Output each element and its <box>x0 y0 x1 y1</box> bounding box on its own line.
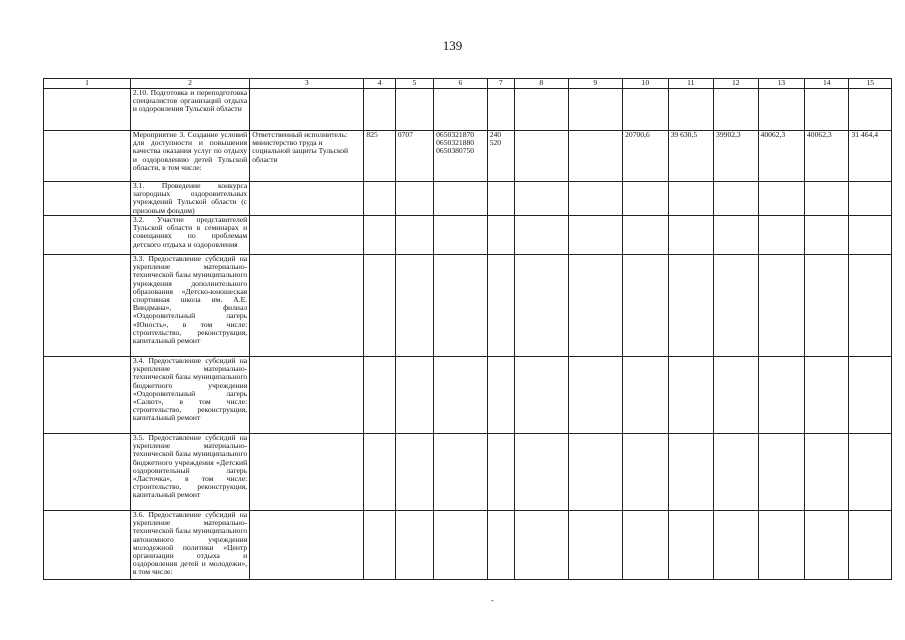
table-cell-col3 <box>250 255 364 357</box>
table-cell-col4 <box>364 255 395 357</box>
table-cell-col3 <box>250 357 364 434</box>
table-cell-col3 <box>250 182 364 216</box>
table-cell-col10 <box>623 357 668 434</box>
table-cell-col13 <box>758 89 804 131</box>
col-header: 2 <box>130 79 249 89</box>
table-cell-col4 <box>364 182 395 216</box>
table-cell-col6 <box>434 434 488 511</box>
table-cell-col6 <box>434 255 488 357</box>
table-cell-col12 <box>714 255 758 357</box>
table-cell-col3 <box>250 89 364 131</box>
table-cell-col15 <box>849 216 892 255</box>
table-cell-col8 <box>514 89 568 131</box>
table-cell-col7 <box>487 255 514 357</box>
footer-mark: - <box>491 596 494 605</box>
col-header: 6 <box>434 79 488 89</box>
table-cell-col15 <box>849 357 892 434</box>
table-cell-col10 <box>623 255 668 357</box>
table-cell-col7 <box>487 216 514 255</box>
table-cell-col8 <box>514 131 568 182</box>
table-cell-col14: 40062,3 <box>805 131 849 182</box>
table-cell-col12: 39902,3 <box>714 131 758 182</box>
col-header: 3 <box>250 79 364 89</box>
table-cell-col3: Ответственный исполнитель: министерство труда и социальной защиты Тульской области <box>250 131 364 182</box>
table-cell-col4 <box>364 216 395 255</box>
table-cell-col9 <box>568 182 623 216</box>
col-header: 7 <box>487 79 514 89</box>
table-cell-col15 <box>849 255 892 357</box>
col-header: 8 <box>514 79 568 89</box>
table-cell-col8 <box>514 357 568 434</box>
table-cell-col11 <box>668 182 713 216</box>
table-cell-col13: 40062,3 <box>758 131 804 182</box>
table-cell-col9 <box>568 511 623 580</box>
table-cell-col3 <box>250 216 364 255</box>
table-cell-col9 <box>568 216 623 255</box>
table-cell-col8 <box>514 216 568 255</box>
table-row <box>44 511 892 580</box>
table-cell-col4 <box>364 434 395 511</box>
table-cell-col10 <box>623 216 668 255</box>
table-cell-col2: 2.10. Подготовка и переподготовка специалистов организаций отдыха и оздоровления Тульской области <box>130 89 249 131</box>
table-cell-col13 <box>758 255 804 357</box>
table-cell-col1 <box>44 182 131 216</box>
table-cell-col5 <box>395 89 433 131</box>
table-cell-col4 <box>364 357 395 434</box>
table-cell-col10 <box>623 434 668 511</box>
table-cell-col1 <box>44 89 131 131</box>
table-cell-col4 <box>364 89 395 131</box>
col-header: 1 <box>44 79 131 89</box>
table-cell-col13 <box>758 216 804 255</box>
table-cell-col3 <box>250 434 364 511</box>
table-cell-col13 <box>758 434 804 511</box>
table-cell-col6 <box>434 182 488 216</box>
table-cell-col5: 0707 <box>395 131 433 182</box>
header-row <box>44 79 892 89</box>
table-cell-col5 <box>395 255 433 357</box>
table-cell-col8 <box>514 511 568 580</box>
table-cell-col12 <box>714 434 758 511</box>
table-cell-col5 <box>395 357 433 434</box>
table-cell-col10 <box>623 182 668 216</box>
table-cell-col2: 3.6. Предоставление субсидий на укрепление материально-технической базы муниципального автономного учреждения молодежной политики «Центр организации отдыха и оздоровления детей и молодежи», в том числе: <box>130 511 249 580</box>
table-cell-col7 <box>487 89 514 131</box>
table-cell-col6 <box>434 216 488 255</box>
table-cell-col10 <box>623 511 668 580</box>
table-cell-col1 <box>44 434 131 511</box>
table-cell-col15 <box>849 511 892 580</box>
table-cell-col2: 3.3. Предоставление субсидий на укрепление материально-технической базы муниципального учреждения дополнительного образования «Детско-юношеская спортивная школа им. А.Е. Виндмана», филиал «Оздоровительный лагерь «Юность», в том числе: строительство, реконструкция, капитальный ремонт <box>130 255 249 357</box>
table-cell-col7 <box>487 357 514 434</box>
table-cell-col14 <box>805 216 849 255</box>
table-cell-col2: 3.5. Предоставление субсидий на укрепление материально-технической базы муниципального бюджетного учреждения «Детский оздоровительный лагерь «Ласточка», в том числе: строительство, реконструкция, капитальный ремонт <box>130 434 249 511</box>
col-header: 4 <box>364 79 395 89</box>
table-cell-col2: 3.2. Участие представителей Тульской области в семинарах и совещаниях по проблемам детского отдыха и оздоровления <box>130 216 249 255</box>
table-cell-col9 <box>568 255 623 357</box>
table-cell-col13 <box>758 357 804 434</box>
table-cell-col8 <box>514 434 568 511</box>
col-header: 15 <box>849 79 892 89</box>
table-row <box>44 131 892 182</box>
col-header: 12 <box>714 79 758 89</box>
program-table <box>43 78 892 580</box>
table-cell-col7: 240 520 <box>487 131 514 182</box>
table-cell-col4: 825 <box>364 131 395 182</box>
table-cell-col12 <box>714 357 758 434</box>
table-cell-col14 <box>805 357 849 434</box>
table-cell-col7 <box>487 511 514 580</box>
table-cell-col1 <box>44 216 131 255</box>
col-header: 5 <box>395 79 433 89</box>
table-cell-col1 <box>44 131 131 182</box>
table-row <box>44 357 892 434</box>
col-header: 11 <box>668 79 713 89</box>
table-cell-col10: 20700,6 <box>623 131 668 182</box>
table-cell-col8 <box>514 182 568 216</box>
table-cell-col7 <box>487 182 514 216</box>
table-cell-col7 <box>487 434 514 511</box>
table-cell-col14 <box>805 511 849 580</box>
table-cell-col1 <box>44 511 131 580</box>
table-cell-col6 <box>434 357 488 434</box>
table-cell-col12 <box>714 216 758 255</box>
table-cell-col4 <box>364 511 395 580</box>
table-cell-col11: 39 630,5 <box>668 131 713 182</box>
table-cell-col8 <box>514 255 568 357</box>
table-cell-col6 <box>434 511 488 580</box>
table-cell-col11 <box>668 255 713 357</box>
col-header: 13 <box>758 79 804 89</box>
table-cell-col15 <box>849 89 892 131</box>
table-cell-col10 <box>623 89 668 131</box>
table-cell-col12 <box>714 89 758 131</box>
col-header: 9 <box>568 79 623 89</box>
table-cell-col5 <box>395 434 433 511</box>
table-row <box>44 89 892 131</box>
table-cell-col9 <box>568 357 623 434</box>
table-cell-col2: 3.4. Предоставление субсидий на укрепление материально-технической базы муниципального бюджетного учреждения «Оздоровительный лагерь «Салют», в том числе: строительство, реконструкция, капитальный ремонт <box>130 357 249 434</box>
table-cell-col6 <box>434 89 488 131</box>
table-cell-col1 <box>44 255 131 357</box>
table-cell-col14 <box>805 89 849 131</box>
table-cell-col3 <box>250 511 364 580</box>
table-cell-col13 <box>758 511 804 580</box>
col-header: 10 <box>623 79 668 89</box>
table-cell-col6: 0650321870 0650321880 0650380750 <box>434 131 488 182</box>
table-cell-col11 <box>668 434 713 511</box>
table-cell-col11 <box>668 511 713 580</box>
table-row <box>44 255 892 357</box>
table-cell-col2: Мероприятие 3. Создание условий для доступности и повышения качества оказания услуг по отдыху и оздоровлению детей Тульской области, в том числе: <box>130 131 249 182</box>
table-cell-col14 <box>805 182 849 216</box>
table-cell-col15 <box>849 434 892 511</box>
table-cell-col9 <box>568 131 623 182</box>
table-row <box>44 182 892 216</box>
table-cell-col15 <box>849 182 892 216</box>
table-cell-col2: 3.1. Проведение конкурса загородных оздоровительных учреждений Тульской области (с призовым фондом) <box>130 182 249 216</box>
table-cell-col15: 31 464,4 <box>849 131 892 182</box>
table-cell-col5 <box>395 511 433 580</box>
page-number: 139 <box>442 38 463 53</box>
col-header: 14 <box>805 79 849 89</box>
table-cell-col11 <box>668 89 713 131</box>
table-cell-col9 <box>568 89 623 131</box>
table-cell-col9 <box>568 434 623 511</box>
table-cell-col5 <box>395 216 433 255</box>
table-cell-col14 <box>805 255 849 357</box>
table-cell-col13 <box>758 182 804 216</box>
table-cell-col14 <box>805 434 849 511</box>
table-row <box>44 216 892 255</box>
table-cell-col1 <box>44 357 131 434</box>
table-cell-col12 <box>714 511 758 580</box>
table-cell-col11 <box>668 357 713 434</box>
table-cell-col12 <box>714 182 758 216</box>
table-row <box>44 434 892 511</box>
table-cell-col5 <box>395 182 433 216</box>
table-cell-col11 <box>668 216 713 255</box>
